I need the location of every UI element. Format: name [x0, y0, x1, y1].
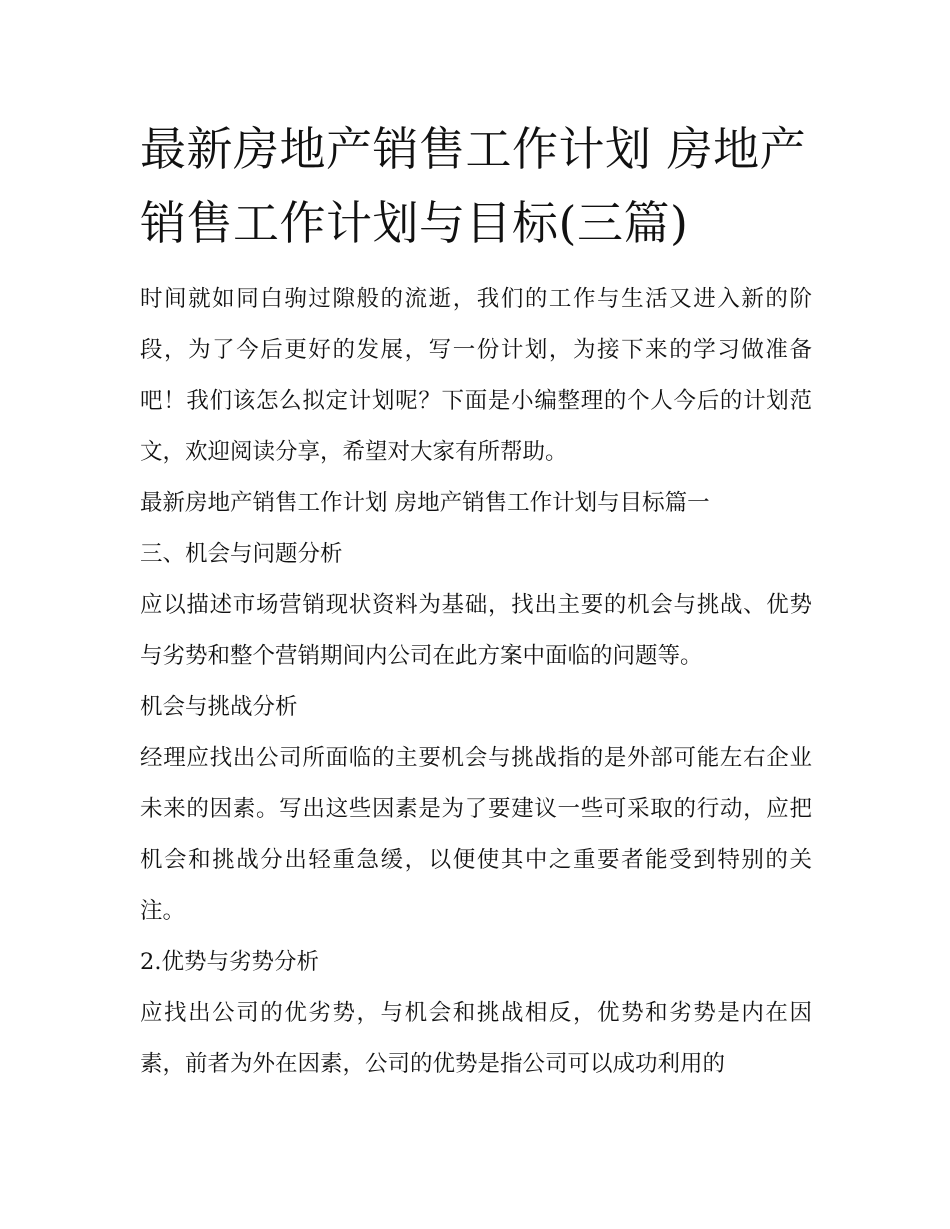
- subheading-opportunity-challenge: 机会与挑战分析: [140, 694, 298, 720]
- opportunity-paragraph: 经理应找出公司所面临的主要机会与挑战指的是外部可能左右企业未来的因素。写出这些因素是为了要建议一些可采取的行动，应把机会和挑战分出轻重急缓，以便使其中之重要者能受到特别的关注。: [140, 745, 812, 924]
- strength-paragraph: 应找出公司的优劣势，与机会和挑战相反，优势和劣势是内在因素，前者为外在因素，公司的优势是指公司可以成功利用的: [140, 1000, 812, 1077]
- document-title: 最新房地产销售工作计划 房地产销售工作计划与目标(三篇): [140, 122, 807, 250]
- document-page: [140, 112, 812, 1090]
- document-body: [140, 274, 812, 1090]
- subheading-strength-weakness: 2.优势与劣势分析: [140, 949, 319, 975]
- analysis-paragraph: 应以描述市场营销现状资料为基础，找出主要的机会与挑战、优势与劣势和整个营销期间内公司在此方案中面临的问题等。: [140, 592, 812, 669]
- section-heading-opportunity-problem: 三、机会与问题分析: [140, 541, 343, 567]
- intro-paragraph: 时间就如同白驹过隙般的流逝，我们的工作与生活又进入新的阶段，为了今后更好的发展，写一份计划，为接下来的学习做准备吧！我们该怎么拟定计划呢？下面是小编整理的个人今后的计划范文，欢迎阅读分享，希望对大家有所帮助。: [140, 286, 812, 465]
- section-heading-part-one: 最新房地产销售工作计划 房地产销售工作计划与目标篇一: [140, 490, 710, 516]
